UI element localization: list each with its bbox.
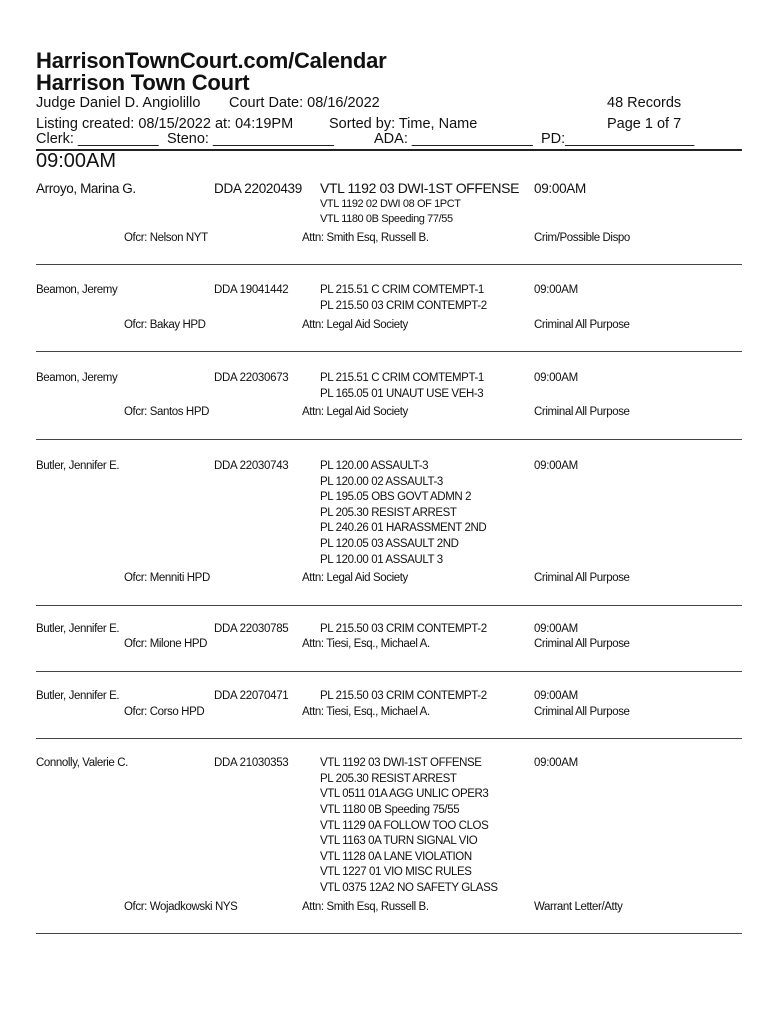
header-divider [36, 149, 742, 151]
charge-line: PL 120.00 01 ASSAULT 3 [320, 553, 443, 566]
record-count: 48 Records [607, 95, 682, 111]
steno-field: Steno: _______________ [167, 131, 334, 147]
attorney: Attn: Legal Aid Society [302, 406, 408, 419]
appearance-purpose: Criminal All Purpose [534, 318, 630, 331]
officer: Ofcr: Nelson NYT [124, 231, 208, 244]
appearance-purpose: Criminal All Purpose [534, 638, 630, 651]
charge-line: VTL 1192 03 DWI-1ST OFFENSE [320, 757, 482, 770]
case-entry [36, 622, 742, 672]
docket-number: DDA 19041442 [214, 284, 289, 297]
officer: Ofcr: Santos HPD [124, 406, 209, 419]
case-entry [36, 689, 742, 739]
charge-line: PL 215.50 03 CRIM CONTEMPT-2 [320, 622, 487, 635]
officer: Ofcr: Menniti HPD [124, 572, 210, 585]
case-entry [36, 181, 742, 265]
charge-line: PL 240.26 01 HARASSMENT 2ND [320, 522, 487, 535]
docket-number: DDA 22070471 [214, 689, 289, 702]
charge-list [320, 689, 487, 705]
charge-line: VTL 1227 01 VIO MISC RULES [320, 866, 472, 879]
charge-line: PL 165.05 01 UNAUT USE VEH-3 [320, 387, 484, 400]
charge-line: PL 120.00 02 ASSAULT-3 [320, 475, 443, 488]
charge-list [320, 283, 487, 314]
charge-line: VTL 1192 03 DWI-1ST OFFENSE [320, 180, 520, 196]
attorney: Attn: Legal Aid Society [302, 318, 408, 331]
pd-field: PD:________________ [541, 131, 695, 147]
charge-line: VTL 1128 0A LANE VIOLATION [320, 850, 472, 863]
attorney: Attn: Smith Esq, Russell B. [302, 231, 429, 244]
appearance-time: 09:00AM [534, 181, 586, 196]
charge-line: VTL 0511 01A AGG UNLIC OPER3 [320, 788, 489, 801]
docket-number: DDA 22030743 [214, 459, 289, 472]
appearance-purpose: Criminal All Purpose [534, 572, 630, 585]
court-date: Court Date: 08/16/2022 [229, 95, 380, 111]
charge-line: VTL 1192 02 DWI 08 OF 1PCT [320, 197, 461, 210]
charge-list [320, 622, 487, 638]
docket-number: DDA 22020439 [214, 181, 302, 196]
defendant-name: Beamon, Jeremy [36, 372, 118, 385]
appearance-time: 09:00AM [534, 622, 578, 635]
appearance-time: 09:00AM [534, 372, 578, 385]
charge-line: VTL 1129 0A FOLLOW TOO CLOS [320, 819, 489, 832]
charge-line: PL 215.51 C CRIM COMTEMPT-1 [320, 284, 484, 297]
case-list [36, 181, 742, 934]
charge-line: PL 120.05 03 ASSAULT 2ND [320, 537, 459, 550]
attorney: Attn: Legal Aid Society [302, 572, 408, 585]
docket-number: DDA 22030785 [214, 622, 289, 635]
officer: Ofcr: Wojadkowski NYS [124, 900, 238, 913]
charge-list [320, 756, 498, 896]
defendant-name: Beamon, Jeremy [36, 284, 118, 297]
ada-field: ADA: _______________ [374, 131, 533, 147]
case-entry [36, 756, 742, 934]
charge-line: VTL 1180 0B Speeding 77/55 [320, 213, 453, 226]
appearance-time: 09:00AM [534, 689, 578, 702]
officer: Ofcr: Corso HPD [124, 705, 205, 718]
attorney: Attn: Smith Esq, Russell B. [302, 900, 429, 913]
charge-line: PL 120.00 ASSAULT-3 [320, 459, 429, 472]
listing-created: Listing created: 08/15/2022 at: 04:19PM [36, 116, 294, 132]
appearance-purpose: Criminal All Purpose [534, 705, 630, 718]
sorted-by: Sorted by: Time, Name [329, 116, 478, 132]
charge-list [320, 459, 486, 568]
clerk-field: Clerk: __________ [36, 131, 159, 147]
time-heading: 09:00AM [36, 150, 117, 172]
defendant-name: Butler, Jennifer E. [36, 689, 120, 702]
appearance-time: 09:00AM [534, 757, 578, 770]
charge-line: PL 205.30 RESIST ARREST [320, 772, 457, 785]
attorney: Attn: Tiesi, Esq., Michael A. [302, 638, 430, 651]
officer: Ofcr: Milone HPD [124, 638, 208, 651]
court-title: Harrison Town Court [36, 70, 250, 95]
charge-line: PL 215.50 03 CRIM CONTEMPT-2 [320, 299, 487, 312]
docket-number: DDA 22030673 [214, 372, 289, 385]
defendant-name: Butler, Jennifer E. [36, 459, 120, 472]
charge-list [320, 371, 484, 402]
case-entry [36, 283, 742, 352]
judge-name: Judge Daniel D. Angiolillo [36, 95, 201, 111]
defendant-name: Arroyo, Marina G. [36, 181, 136, 196]
docket-number: DDA 21030353 [214, 757, 289, 770]
charge-line: VTL 1180 0B Speeding 75/55 [320, 803, 460, 816]
charge-line: VTL 1163 0A TURN SIGNAL VIO [320, 835, 478, 848]
appearance-time: 09:00AM [534, 284, 578, 297]
charge-list [320, 181, 519, 228]
charge-line: PL 215.51 C CRIM COMTEMPT-1 [320, 372, 484, 385]
page-number: Page 1 of 7 [607, 116, 682, 132]
charge-line: VTL 0375 12A2 NO SAFETY GLASS [320, 881, 498, 894]
site-title: HarrisonTownCourt.com/Calendar [36, 48, 387, 73]
case-entry [36, 459, 742, 606]
appearance-purpose: Criminal All Purpose [534, 406, 630, 419]
appearance-purpose: Warrant Letter/Atty [534, 900, 623, 913]
case-entry [36, 371, 742, 440]
defendant-name: Connolly, Valerie C. [36, 757, 128, 770]
charge-line: PL 215.50 03 CRIM CONTEMPT-2 [320, 689, 487, 702]
charge-line: PL 195.05 OBS GOVT ADMN 2 [320, 491, 472, 504]
appearance-time: 09:00AM [534, 459, 578, 472]
attorney: Attn: Tiesi, Esq., Michael A. [302, 705, 430, 718]
officer: Ofcr: Bakay HPD [124, 318, 206, 331]
charge-line: PL 205.30 RESIST ARREST [320, 506, 457, 519]
appearance-purpose: Crim/Possible Dispo [534, 231, 630, 244]
defendant-name: Butler, Jennifer E. [36, 622, 120, 635]
